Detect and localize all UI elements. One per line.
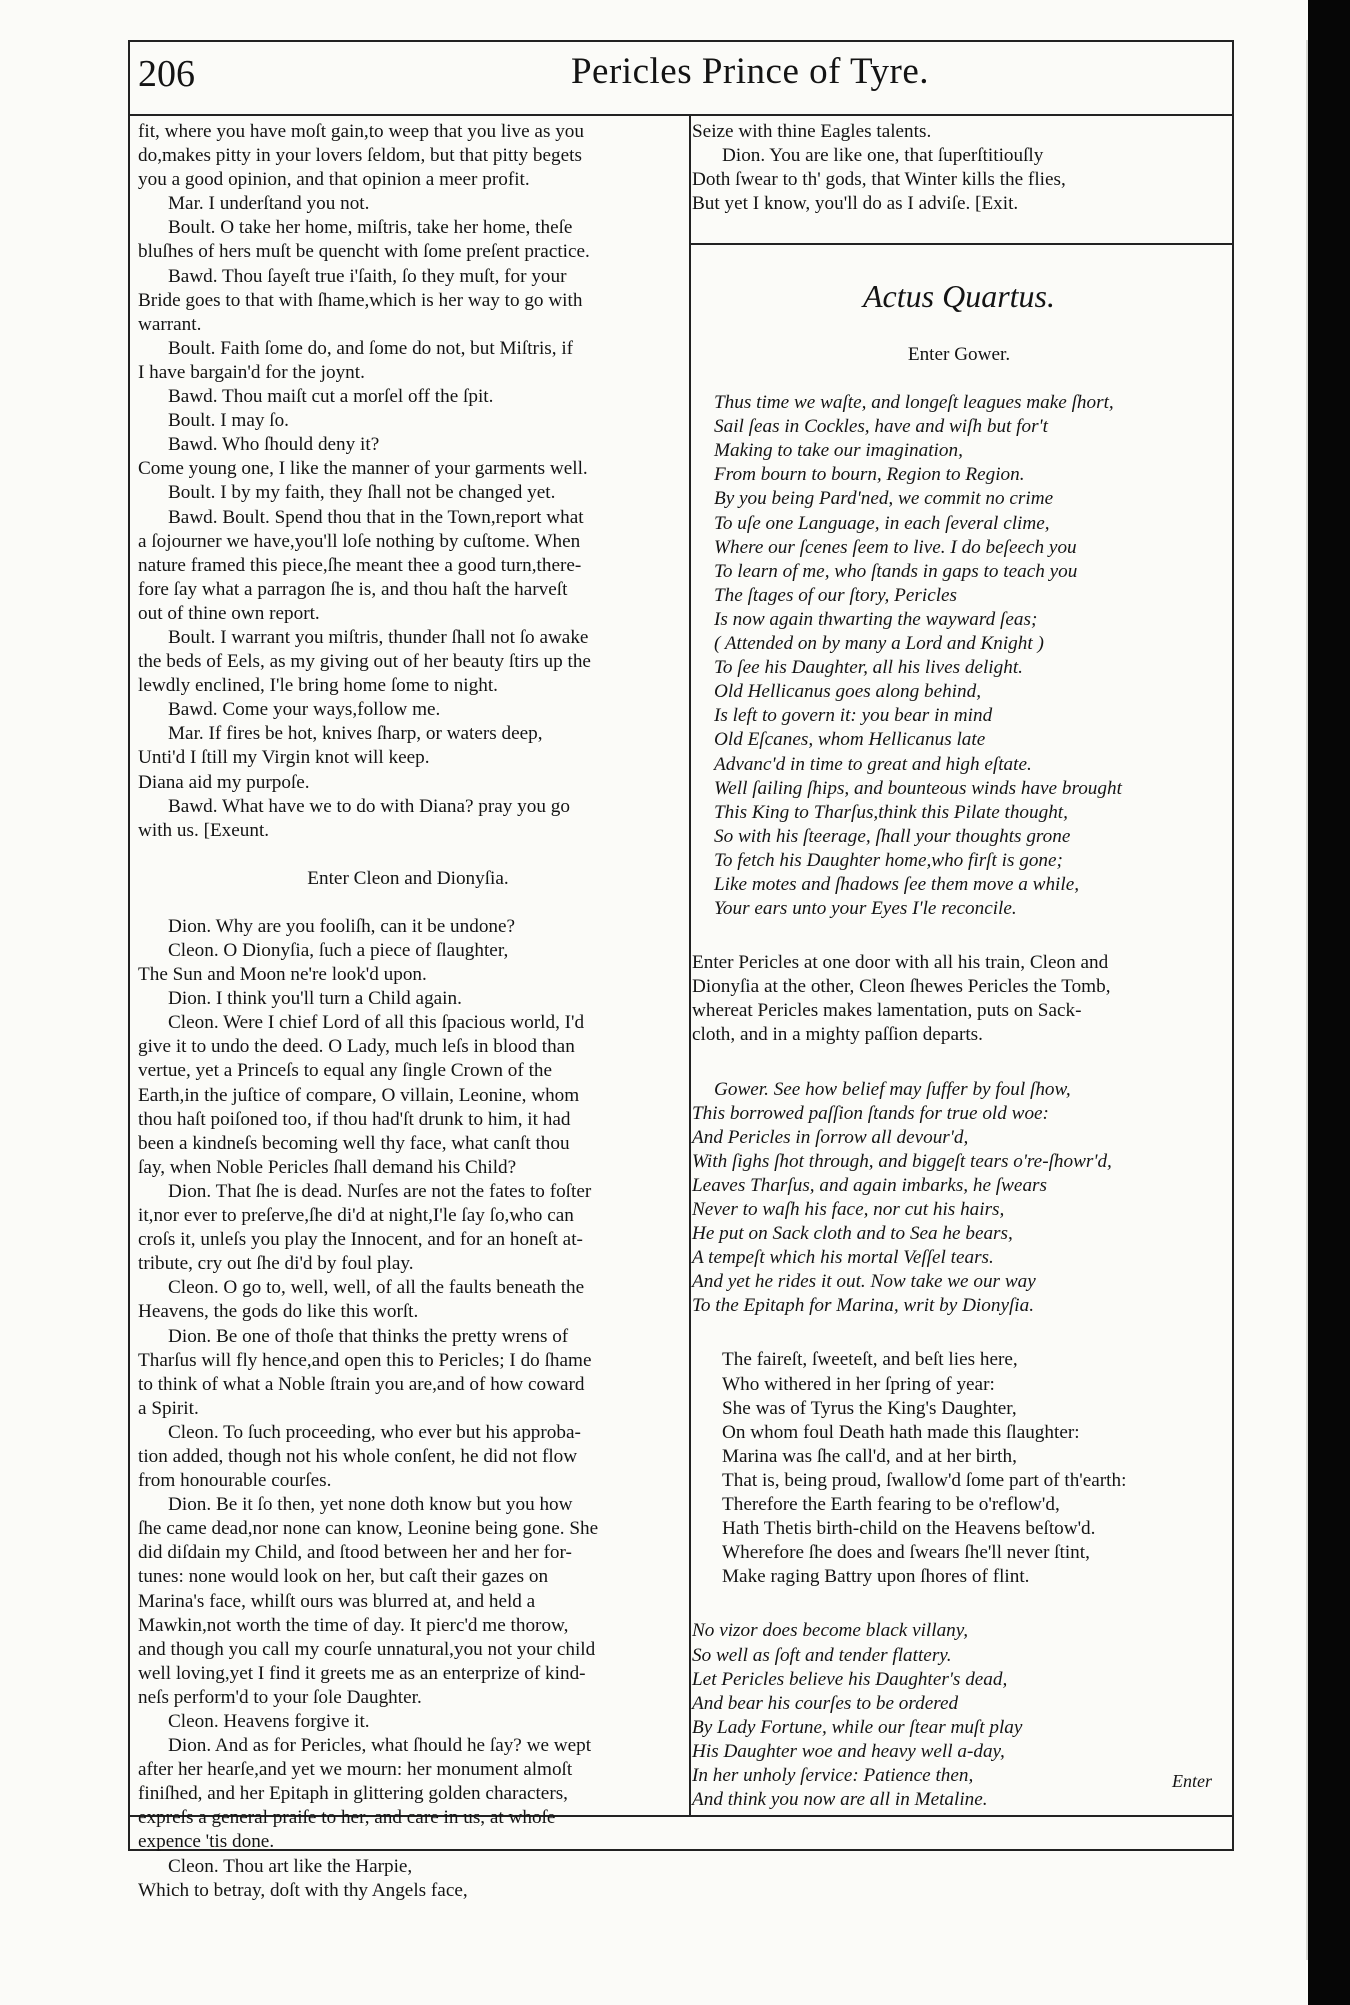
text-line: bluſhes of hers muſt be quencht with ſome preſent practice.	[138, 241, 590, 263]
text-line: Gower. See how belief may ſuffer by foul ſhow,	[714, 1078, 1071, 1100]
text-line: This King to Tharſus,think this Pilate thought,	[714, 801, 1068, 823]
text-line: Dionyſia at the other, Cleon ſhewes Pericles the Tomb,	[692, 976, 1111, 998]
text-line: the beds of Eels, as my giving out of her beauty ſtirs up the	[138, 651, 591, 673]
text-line: Bawd. What have we to do with Diana? pray you go	[168, 795, 570, 817]
text-line: fore ſay what a parragon ſhe is, and thou haſt the harveſt	[138, 578, 568, 600]
text-line: cloth, and in a mighty paſſion departs.	[692, 1024, 983, 1046]
text-line: Wherefore ſhe does and ſwears ſhe'll never ſtint,	[722, 1542, 1090, 1564]
text-line: Marina's face, whilſt ours was blurred at, and held a	[138, 1590, 536, 1612]
text-line: With ſighs ſhot through, and biggeſt tears o're-ſhowr'd,	[692, 1150, 1112, 1172]
text-line: To ſee his Daughter, all his lives delight.	[714, 657, 1023, 679]
header-bottom-rule	[128, 114, 1234, 116]
text-line: expence 'tis done.	[138, 1831, 275, 1853]
text-line: So well as ſoft and tender flattery.	[692, 1644, 952, 1666]
text-line: Cleon. O go to, well, well, of all the faults beneath the	[168, 1277, 585, 1299]
text-line: To learn of me, who ſtands in gaps to teach you	[714, 560, 1078, 582]
text-line: Dion. You are like one, that ſuperſtitiouſly	[722, 145, 1044, 167]
text-line: Come young one, I like the manner of your garments well.	[138, 458, 588, 480]
text-line: Heavens, the gods do like this worſt.	[138, 1301, 419, 1323]
text-line: Earth,in the juſtice of compare, O villain, Leonine, whom	[138, 1084, 580, 1106]
text-line: Marina was ſhe call'd, and at her birth,	[722, 1445, 1017, 1467]
text-line: to think of what a Noble ſtrain you are,and of how coward	[138, 1373, 585, 1395]
act-title: Actus Quartus.	[863, 278, 1055, 314]
text-line: In her unholy ſervice: Patience then,	[692, 1764, 974, 1786]
text-line	[138, 891, 678, 915]
text-line: vertue, yet a Princeſs to equal any ſingle Crown of the	[138, 1060, 553, 1082]
text-line: Cleon. Thou art like the Harpie,	[168, 1855, 413, 1877]
text-line: Cleon. Were I chief Lord of all this ſpacious world, I'd	[168, 1012, 585, 1034]
right-column-top-text	[692, 120, 1226, 216]
text-line	[692, 1318, 1226, 1348]
text-line: Unti'd I ſtill my Virgin knot will keep.	[138, 747, 430, 769]
text-line: The Sun and Moon ne're look'd upon.	[138, 964, 427, 986]
text-line: it,nor ever to preſerve,ſhe di'd at night,I'le ſay ſo,who can	[138, 1205, 574, 1227]
text-line: ſhe came dead,nor none can know, Leonine being gone. She	[138, 1518, 599, 1540]
column-divider-rule	[689, 116, 691, 1815]
text-line: Never to waſh his face, nor cut his hairs,	[692, 1199, 1005, 1220]
scan-background	[1308, 0, 1350, 2005]
text-line: Let Pericles believe his Daughter's dead,	[692, 1668, 1008, 1690]
text-line: Well ſailing ſhips, and bounteous winds have brought	[714, 777, 1122, 799]
text-line: Doth ſwear to th' gods, that Winter kills the flies,	[692, 169, 1066, 191]
text-line: Dion. I think you'll turn a Child again.	[168, 988, 462, 1010]
text-line: Cleon. To ſuch proceeding, who ever but his approba-	[168, 1421, 581, 1443]
text-line: lewdly enclined, I'le bring home ſome to night.	[138, 675, 498, 697]
text-line: I have bargain'd for the joynt.	[138, 361, 365, 383]
text-line: Boult. I warrant you miſtris, thunder ſhall not ſo awake	[168, 626, 589, 648]
text-line: did diſdain my Child, and ſtood between her and her for-	[138, 1542, 572, 1564]
text-line: out of thine own report.	[138, 602, 320, 624]
text-line: Making to take our imagination,	[714, 440, 963, 462]
text-line: Enter Gower.	[907, 344, 1011, 365]
text-line: Who withered in her ſpring of year:	[722, 1373, 995, 1395]
text-line: neſs perform'd to your ſole Daughter.	[138, 1686, 422, 1708]
header-top-rule	[128, 40, 1234, 42]
text-line	[138, 843, 678, 867]
text-line: So with his ſteerage, ſhall your thoughts grone	[714, 825, 1071, 847]
text-line: you a good opinion, and that opinion a meer profit.	[138, 169, 530, 191]
text-line: To the Epitaph for Marina, writ by Dionyſia.	[692, 1295, 1035, 1317]
text-line: ſay, when Noble Pericles ſhall demand his Child?	[138, 1156, 517, 1178]
text-line: Mawkin,not worth the time of day. It pierc'd me thorow,	[138, 1614, 569, 1636]
act-section	[692, 248, 1226, 1812]
text-line: Old Hellicanus goes along behind,	[714, 681, 981, 703]
text-line: Seize with thine Eagles talents.	[692, 121, 932, 142]
text-line: Dion. And as for Pericles, what ſhould he ſay? we wept	[168, 1735, 592, 1757]
text-line: Dion. Be it ſo then, yet none doth know but you how	[168, 1494, 573, 1516]
text-line: Your ears unto your Eyes I'le reconcile.	[714, 898, 1017, 920]
text-line: Where our ſcenes ſeem to live. I do beſeech you	[714, 536, 1077, 558]
text-line: Sail ſeas in Cockles, have and wiſh but for't	[714, 416, 1048, 438]
text-line: give it to undo the deed. O Lady, much leſs in blood than	[138, 1036, 575, 1058]
text-line: after her hearſe,and yet we mourn: her monument almoſt	[138, 1759, 573, 1781]
act-separator-rule	[691, 243, 1232, 245]
text-line	[692, 921, 1226, 951]
catchword: Enter	[1172, 1771, 1212, 1791]
text-line: been a kindneſs becoming well thy face, what canſt thou	[138, 1132, 570, 1154]
text-line: Mar. I underſtand you not.	[168, 193, 370, 215]
text-line: Which to betray, doſt with thy Angels face,	[138, 1879, 468, 1901]
text-line: whereat Pericles makes lamentation, puts on Sack-	[692, 1000, 1082, 1022]
text-line: Old Eſcanes, whom Hellicanus late	[714, 729, 986, 751]
text-line: Enter Cleon and Dionyſia.	[307, 867, 509, 889]
text-line: Cleon. Heavens forgive it.	[168, 1711, 370, 1732]
text-line: warrant.	[138, 313, 202, 335]
text-line: Is now again thwarting the wayward ſeas;	[714, 608, 1038, 630]
frame-right-rule	[1232, 40, 1234, 1850]
text-line: That is, being proud, ſwallow'd ſome part of th'earth:	[722, 1469, 1127, 1491]
text-line: fit, where you have moſt gain,to weep that you live as you	[138, 121, 584, 142]
text-line: Bride goes to that with ſhame,which is her way to go with	[138, 289, 583, 311]
text-line: Is left to govern it: you bear in mind	[714, 705, 993, 727]
text-line: croſs it, unleſs you play the Innocent, and for an honeſt at-	[138, 1229, 583, 1251]
text-line: from honourable courſes.	[138, 1470, 332, 1492]
text-line	[692, 1048, 1226, 1078]
text-line: This borrowed paſſion ſtands for true old woe:	[692, 1102, 1049, 1124]
text-line: And think you now are all in Metaline.	[692, 1789, 988, 1811]
text-line: And yet he rides it out. Now take we our way	[692, 1271, 1036, 1293]
text-line: a Spirit.	[138, 1397, 199, 1419]
text-line: Diana aid my purpoſe.	[138, 771, 310, 793]
text-line: expreſs a general praiſe to her, and care in us, at whoſe	[138, 1807, 556, 1829]
text-line: tribute, cry out ſhe di'd by foul play.	[138, 1253, 414, 1275]
text-line: But yet I know, you'll do as I adviſe. [Exit.	[692, 193, 1019, 215]
text-line: well loving,yet I find it greets me as an enterprize of kind-	[138, 1662, 586, 1684]
text-line: To fetch his Daughter home,who firſt is gone;	[714, 849, 1063, 871]
text-line: Boult. O take her home, miſtris, take her home, theſe	[168, 217, 573, 239]
text-line: Bawd. Boult. Spend thou that in the Town,report what	[168, 506, 584, 528]
text-line: nature framed this piece,ſhe meant thee a good turn,there-	[138, 554, 582, 576]
text-line: Dion. Why are you fooliſh, can it be undone?	[168, 915, 516, 937]
text-line: Leaves Tharſus, and again imbarks, he ſwears	[692, 1174, 1047, 1196]
text-line: Bawd. Come your ways,follow me.	[168, 699, 441, 721]
text-line: Mar. If fires be hot, knives ſharp, or waters deep,	[168, 723, 543, 745]
text-line: a ſojourner we have,you'll loſe nothing by cuſtome. When	[138, 530, 581, 552]
text-line: And bear his courſes to be ordered	[692, 1692, 959, 1714]
text-line: Boult. I by my faith, they ſhall not be changed yet.	[168, 482, 556, 504]
text-line: with us. [Exeunt.	[138, 819, 270, 841]
text-line: And Pericles in ſorrow all devour'd,	[692, 1126, 969, 1148]
right-column-text	[692, 343, 1226, 1812]
text-line	[692, 367, 1226, 391]
text-line: He put on Sack cloth and to Sea he bears,	[692, 1223, 1013, 1245]
text-line: Bawd. Who ſhould deny it?	[168, 434, 380, 456]
text-line: Boult. Faith ſome do, and ſome do not, but Miſtris, if	[168, 337, 574, 359]
text-line: Tharſus will fly hence,and open this to Pericles; I do ſhame	[138, 1349, 592, 1371]
text-line: and though you call my courſe unnatural,you not your child	[138, 1638, 596, 1660]
running-title: Pericles Prince of Tyre.	[570, 51, 930, 92]
text-line: To uſe one Language, in each ſeveral clime,	[714, 512, 1050, 534]
text-line: Make raging Battry upon ſhores of flint.	[722, 1566, 1030, 1588]
text-line: Dion. That ſhe is dead. Nurſes are not the fates to foſter	[168, 1180, 592, 1202]
text-line: The faireſt, ſweeteſt, and beſt lies here,	[722, 1349, 1018, 1371]
text-line: Therefore the Earth fearing to be o'reflow'd,	[722, 1494, 1060, 1516]
frame-left-rule	[128, 40, 130, 1850]
text-line: Cleon. O Dionyſia, ſuch a piece of ſlaughter,	[168, 940, 509, 961]
left-column-text	[138, 120, 678, 1903]
text-line: Bawd. Thou ſayeſt true i'ſaith, ſo they muſt, for your	[168, 265, 567, 287]
text-line: Dion. Be one of thoſe that thinks the pretty wrens of	[168, 1325, 569, 1347]
text-line: She was of Tyrus the King's Daughter,	[722, 1397, 1017, 1419]
text-line: From bourn to bourn, Region to Region.	[714, 464, 1025, 486]
text-line: The ſtages of our ſtory, Pericles	[714, 584, 958, 606]
text-line: Hath Thetis birth-child on the Heavens beſtow'd.	[722, 1518, 1096, 1540]
text-line: By you being Pard'ned, we commit no crime	[714, 488, 1054, 510]
text-line: His Daughter woe and heavy well a-day,	[692, 1740, 1005, 1762]
text-line: tion added, though not his whole conſent, he did not flow	[138, 1445, 578, 1467]
text-line: A tempeſt which his mortal Veſſel tears.	[692, 1247, 994, 1269]
text-line: On whom foul Death hath made this ſlaughter:	[722, 1421, 1080, 1443]
text-line: No vizor does become black villany,	[692, 1620, 969, 1642]
text-line: By Lady Fortune, while our ſtear muſt play	[692, 1716, 1023, 1738]
text-line: Like motes and ſhadows ſee them move a while,	[714, 873, 1080, 895]
text-line: Advanc'd in time to great and high eſtate.	[714, 753, 1032, 775]
text-line: do,makes pitty in your lovers ſeldom, but that pitty begets	[138, 145, 582, 167]
text-line: Bawd. Thou maiſt cut a morſel off the ſpit.	[168, 386, 494, 408]
text-line: Enter Pericles at one door with all his train, Cleon and	[692, 952, 1109, 974]
text-line: finiſhed, and her Epitaph in glittering golden characters,	[138, 1783, 568, 1805]
text-line: Thus time we waſte, and longeſt leagues make ſhort,	[714, 392, 1114, 414]
text-line: Boult. I may ſo.	[168, 410, 289, 432]
text-line	[692, 1589, 1226, 1619]
page-number: 206	[138, 53, 195, 95]
text-line: ( Attended on by many a Lord and Knight )	[714, 633, 1044, 655]
text-line: thou haſt poiſoned too, if thou had'ſt drunk to him, it had	[138, 1108, 571, 1130]
text-line: tunes: none would look on her, but caſt their gazes on	[138, 1566, 549, 1588]
